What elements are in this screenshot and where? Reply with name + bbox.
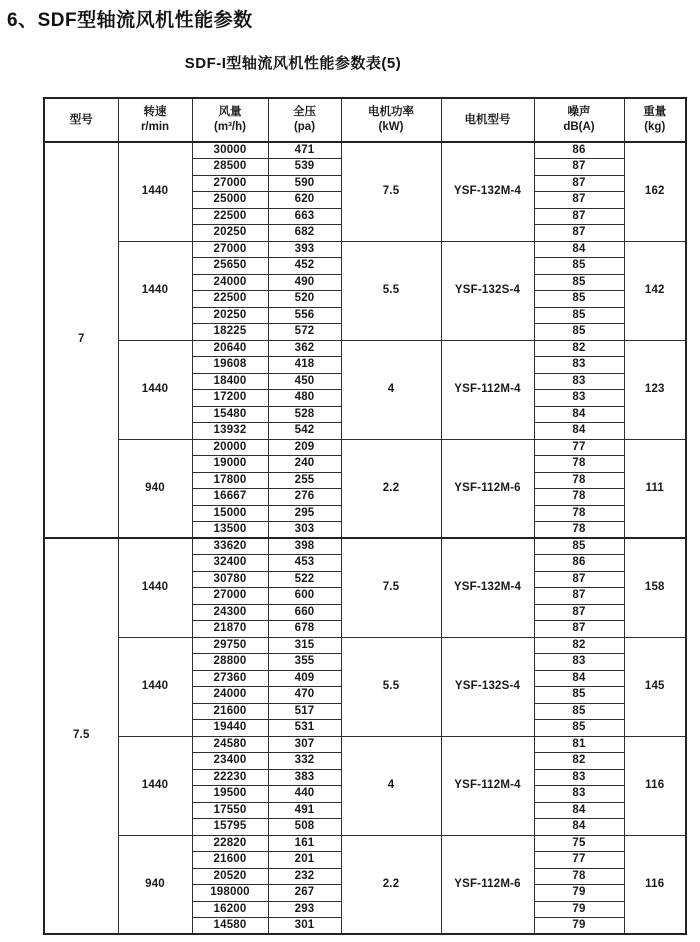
airflow-cell: 30780 bbox=[192, 571, 268, 588]
col-header-pressure: 全压 (pa) bbox=[268, 98, 341, 142]
rpm-cell: 940 bbox=[118, 439, 192, 538]
noise-cell: 87 bbox=[534, 192, 624, 209]
table-row bbox=[44, 637, 686, 654]
airflow-cell: 19608 bbox=[192, 357, 268, 374]
rpm-cell: 1440 bbox=[118, 637, 192, 736]
motor-model-cell: YSF-132M-4 bbox=[441, 142, 534, 241]
noise-cell: 82 bbox=[534, 340, 624, 357]
rpm-cell: 1440 bbox=[118, 736, 192, 835]
airflow-cell: 15480 bbox=[192, 406, 268, 423]
noise-cell: 84 bbox=[534, 819, 624, 836]
noise-cell: 85 bbox=[534, 720, 624, 737]
pressure-cell: 471 bbox=[268, 142, 341, 159]
motor-model-cell: YSF-112M-6 bbox=[441, 835, 534, 934]
table-body bbox=[44, 142, 686, 934]
noise-cell: 87 bbox=[534, 588, 624, 605]
airflow-cell: 25650 bbox=[192, 258, 268, 275]
col-header-motor-power: 电机功率 (kW) bbox=[341, 98, 441, 142]
airflow-cell: 27360 bbox=[192, 670, 268, 687]
airflow-cell: 20000 bbox=[192, 439, 268, 456]
noise-cell: 86 bbox=[534, 142, 624, 159]
noise-cell: 83 bbox=[534, 786, 624, 803]
table-row bbox=[44, 340, 686, 357]
motor-power-cell: 7.5 bbox=[341, 538, 441, 637]
airflow-cell: 16200 bbox=[192, 901, 268, 918]
airflow-cell: 24300 bbox=[192, 604, 268, 621]
airflow-cell: 13500 bbox=[192, 522, 268, 539]
pressure-cell: 539 bbox=[268, 159, 341, 176]
airflow-cell: 22500 bbox=[192, 291, 268, 308]
noise-cell: 85 bbox=[534, 274, 624, 291]
pressure-cell: 452 bbox=[268, 258, 341, 275]
airflow-cell: 20250 bbox=[192, 307, 268, 324]
rpm-cell: 1440 bbox=[118, 142, 192, 241]
airflow-cell: 28500 bbox=[192, 159, 268, 176]
pressure-cell: 508 bbox=[268, 819, 341, 836]
pressure-cell: 600 bbox=[268, 588, 341, 605]
pressure-cell: 276 bbox=[268, 489, 341, 506]
pressure-cell: 301 bbox=[268, 918, 341, 935]
airflow-cell: 32400 bbox=[192, 555, 268, 572]
noise-cell: 86 bbox=[534, 555, 624, 572]
noise-cell: 83 bbox=[534, 373, 624, 390]
noise-cell: 84 bbox=[534, 406, 624, 423]
noise-cell: 79 bbox=[534, 918, 624, 935]
noise-cell: 77 bbox=[534, 439, 624, 456]
noise-cell: 79 bbox=[534, 885, 624, 902]
airflow-cell: 33620 bbox=[192, 538, 268, 555]
pressure-cell: 161 bbox=[268, 835, 341, 852]
noise-cell: 87 bbox=[534, 225, 624, 242]
col-header-weight: 重量 (kg) bbox=[624, 98, 686, 142]
pressure-cell: 209 bbox=[268, 439, 341, 456]
airflow-cell: 28800 bbox=[192, 654, 268, 671]
pressure-cell: 531 bbox=[268, 720, 341, 737]
airflow-cell: 17550 bbox=[192, 802, 268, 819]
noise-cell: 85 bbox=[534, 538, 624, 555]
airflow-cell: 16667 bbox=[192, 489, 268, 506]
noise-cell: 83 bbox=[534, 769, 624, 786]
noise-cell: 78 bbox=[534, 489, 624, 506]
pressure-cell: 453 bbox=[268, 555, 341, 572]
noise-cell: 85 bbox=[534, 324, 624, 341]
table-row bbox=[44, 439, 686, 456]
motor-power-cell: 4 bbox=[341, 340, 441, 439]
page-title: 6、SDF型轴流风机性能参数 bbox=[7, 10, 253, 31]
noise-cell: 83 bbox=[534, 390, 624, 407]
motor-power-cell: 2.2 bbox=[341, 439, 441, 538]
noise-cell: 78 bbox=[534, 456, 624, 473]
noise-cell: 83 bbox=[534, 357, 624, 374]
pressure-cell: 393 bbox=[268, 241, 341, 258]
motor-power-cell: 4 bbox=[341, 736, 441, 835]
col-header-motor-model: 电机型号 bbox=[441, 98, 534, 142]
weight-cell: 116 bbox=[624, 736, 686, 835]
airflow-cell: 17200 bbox=[192, 390, 268, 407]
noise-cell: 81 bbox=[534, 736, 624, 753]
pressure-cell: 556 bbox=[268, 307, 341, 324]
pressure-cell: 663 bbox=[268, 208, 341, 225]
motor-power-cell: 5.5 bbox=[341, 241, 441, 340]
table-row bbox=[44, 736, 686, 753]
weight-cell: 111 bbox=[624, 439, 686, 538]
airflow-cell: 13932 bbox=[192, 423, 268, 440]
pressure-cell: 383 bbox=[268, 769, 341, 786]
airflow-cell: 24000 bbox=[192, 274, 268, 291]
pressure-cell: 517 bbox=[268, 703, 341, 720]
noise-cell: 78 bbox=[534, 522, 624, 539]
airflow-cell: 17800 bbox=[192, 472, 268, 489]
airflow-cell: 198000 bbox=[192, 885, 268, 902]
noise-cell: 78 bbox=[534, 505, 624, 522]
noise-cell: 87 bbox=[534, 208, 624, 225]
pressure-cell: 542 bbox=[268, 423, 341, 440]
weight-cell: 145 bbox=[624, 637, 686, 736]
model-cell: 7.5 bbox=[44, 538, 118, 934]
weight-cell: 123 bbox=[624, 340, 686, 439]
airflow-cell: 19500 bbox=[192, 786, 268, 803]
noise-cell: 87 bbox=[534, 571, 624, 588]
rpm-cell: 940 bbox=[118, 835, 192, 934]
pressure-cell: 491 bbox=[268, 802, 341, 819]
noise-cell: 83 bbox=[534, 654, 624, 671]
motor-model-cell: YSF-112M-4 bbox=[441, 736, 534, 835]
noise-cell: 84 bbox=[534, 670, 624, 687]
table-header bbox=[44, 98, 686, 142]
airflow-cell: 30000 bbox=[192, 142, 268, 159]
airflow-cell: 18225 bbox=[192, 324, 268, 341]
col-header-airflow: 风量 (m³/h) bbox=[192, 98, 268, 142]
noise-cell: 87 bbox=[534, 159, 624, 176]
pressure-cell: 293 bbox=[268, 901, 341, 918]
airflow-cell: 24000 bbox=[192, 687, 268, 704]
table-row bbox=[44, 538, 686, 555]
motor-power-cell: 5.5 bbox=[341, 637, 441, 736]
table-row bbox=[44, 142, 686, 159]
pressure-cell: 620 bbox=[268, 192, 341, 209]
weight-cell: 158 bbox=[624, 538, 686, 637]
weight-cell: 116 bbox=[624, 835, 686, 934]
noise-cell: 87 bbox=[534, 175, 624, 192]
model-cell: 7 bbox=[44, 142, 118, 538]
noise-cell: 84 bbox=[534, 802, 624, 819]
airflow-cell: 25000 bbox=[192, 192, 268, 209]
noise-cell: 79 bbox=[534, 901, 624, 918]
airflow-cell: 15795 bbox=[192, 819, 268, 836]
pressure-cell: 520 bbox=[268, 291, 341, 308]
noise-cell: 82 bbox=[534, 753, 624, 770]
pressure-cell: 678 bbox=[268, 621, 341, 638]
airflow-cell: 27000 bbox=[192, 588, 268, 605]
pressure-cell: 332 bbox=[268, 753, 341, 770]
pressure-cell: 201 bbox=[268, 852, 341, 869]
airflow-cell: 27000 bbox=[192, 175, 268, 192]
pressure-cell: 682 bbox=[268, 225, 341, 242]
pressure-cell: 307 bbox=[268, 736, 341, 753]
table-row bbox=[44, 835, 686, 852]
airflow-cell: 23400 bbox=[192, 753, 268, 770]
noise-cell: 85 bbox=[534, 307, 624, 324]
col-header-noise: 噪声 dB(A) bbox=[534, 98, 624, 142]
col-header-speed: 转速 r/min bbox=[118, 98, 192, 142]
motor-model-cell: YSF-132M-4 bbox=[441, 538, 534, 637]
pressure-cell: 267 bbox=[268, 885, 341, 902]
motor-model-cell: YSF-132S-4 bbox=[441, 637, 534, 736]
motor-model-cell: YSF-112M-4 bbox=[441, 340, 534, 439]
noise-cell: 85 bbox=[534, 258, 624, 275]
weight-cell: 162 bbox=[624, 142, 686, 241]
col-header-model: 型号 bbox=[44, 98, 118, 142]
pressure-cell: 590 bbox=[268, 175, 341, 192]
pressure-cell: 418 bbox=[268, 357, 341, 374]
pressure-cell: 303 bbox=[268, 522, 341, 539]
pressure-cell: 440 bbox=[268, 786, 341, 803]
pressure-cell: 398 bbox=[268, 538, 341, 555]
airflow-cell: 22820 bbox=[192, 835, 268, 852]
airflow-cell: 24580 bbox=[192, 736, 268, 753]
header-row bbox=[44, 98, 686, 142]
noise-cell: 84 bbox=[534, 423, 624, 440]
airflow-cell: 19440 bbox=[192, 720, 268, 737]
pressure-cell: 295 bbox=[268, 505, 341, 522]
airflow-cell: 18400 bbox=[192, 373, 268, 390]
rpm-cell: 1440 bbox=[118, 538, 192, 637]
pressure-cell: 315 bbox=[268, 637, 341, 654]
pressure-cell: 409 bbox=[268, 670, 341, 687]
table-row bbox=[44, 241, 686, 258]
airflow-cell: 14580 bbox=[192, 918, 268, 935]
pressure-cell: 522 bbox=[268, 571, 341, 588]
pressure-cell: 355 bbox=[268, 654, 341, 671]
airflow-cell: 21600 bbox=[192, 852, 268, 869]
pressure-cell: 255 bbox=[268, 472, 341, 489]
motor-model-cell: YSF-132S-4 bbox=[441, 241, 534, 340]
noise-cell: 85 bbox=[534, 291, 624, 308]
pressure-cell: 232 bbox=[268, 868, 341, 885]
airflow-cell: 27000 bbox=[192, 241, 268, 258]
airflow-cell: 20640 bbox=[192, 340, 268, 357]
airflow-cell: 15000 bbox=[192, 505, 268, 522]
pressure-cell: 362 bbox=[268, 340, 341, 357]
airflow-cell: 21870 bbox=[192, 621, 268, 638]
airflow-cell: 19000 bbox=[192, 456, 268, 473]
noise-cell: 87 bbox=[534, 604, 624, 621]
pressure-cell: 660 bbox=[268, 604, 341, 621]
rpm-cell: 1440 bbox=[118, 241, 192, 340]
airflow-cell: 29750 bbox=[192, 637, 268, 654]
pressure-cell: 480 bbox=[268, 390, 341, 407]
noise-cell: 77 bbox=[534, 852, 624, 869]
noise-cell: 78 bbox=[534, 868, 624, 885]
pressure-cell: 240 bbox=[268, 456, 341, 473]
airflow-cell: 21600 bbox=[192, 703, 268, 720]
rpm-cell: 1440 bbox=[118, 340, 192, 439]
airflow-cell: 22500 bbox=[192, 208, 268, 225]
noise-cell: 84 bbox=[534, 241, 624, 258]
noise-cell: 82 bbox=[534, 637, 624, 654]
pressure-cell: 572 bbox=[268, 324, 341, 341]
performance-table bbox=[43, 97, 687, 935]
motor-model-cell: YSF-112M-6 bbox=[441, 439, 534, 538]
noise-cell: 87 bbox=[534, 621, 624, 638]
noise-cell: 85 bbox=[534, 703, 624, 720]
pressure-cell: 470 bbox=[268, 687, 341, 704]
pressure-cell: 490 bbox=[268, 274, 341, 291]
airflow-cell: 20250 bbox=[192, 225, 268, 242]
airflow-cell: 22230 bbox=[192, 769, 268, 786]
noise-cell: 75 bbox=[534, 835, 624, 852]
airflow-cell: 20520 bbox=[192, 868, 268, 885]
motor-power-cell: 2.2 bbox=[341, 835, 441, 934]
motor-power-cell: 7.5 bbox=[341, 142, 441, 241]
pressure-cell: 528 bbox=[268, 406, 341, 423]
noise-cell: 78 bbox=[534, 472, 624, 489]
weight-cell: 142 bbox=[624, 241, 686, 340]
pressure-cell: 450 bbox=[268, 373, 341, 390]
noise-cell: 85 bbox=[534, 687, 624, 704]
table-title: SDF-I型轴流风机性能参数表(5) bbox=[184, 55, 402, 72]
